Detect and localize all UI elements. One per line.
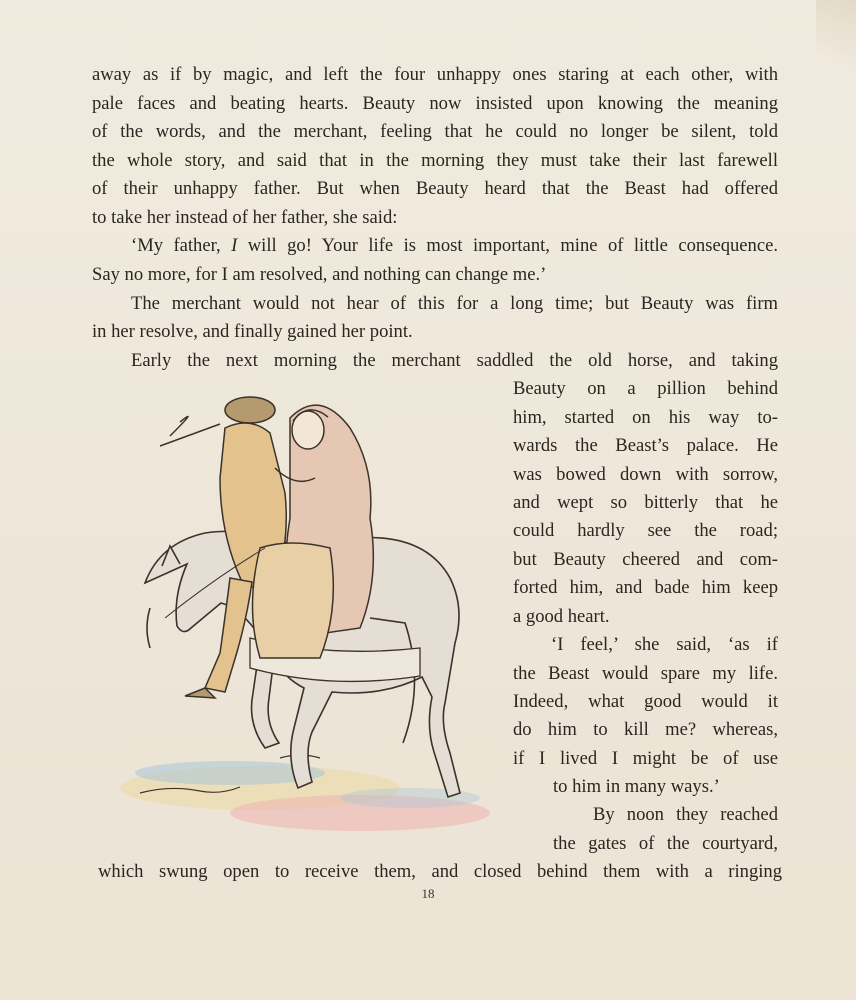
text-line: Early the next morning the merchant saddled the old horse, and taking	[131, 350, 778, 371]
text-line: in her resolve, and finally gained her point.	[92, 321, 413, 342]
text-line: away as if by magic, and left the four unhappy ones staring at each other, with	[92, 64, 778, 85]
quote-line: ‘My father, I will go! Your life is most important, mine of little consequence.	[131, 235, 778, 256]
quote-line: Say no more, for I am resolved, and nothing can change me.’	[92, 264, 547, 285]
column-line: but Beauty cheered and com-	[513, 549, 778, 570]
column-line: to him in many ways.’	[553, 776, 720, 797]
text-line: the whole story, and said that in the morning they must take their last farewell	[92, 150, 778, 171]
page-number: 18	[421, 886, 435, 901]
column-line: him, started on his way to-	[513, 407, 778, 428]
column-quote-line: ‘I feel,’ she said, ‘as if	[551, 634, 778, 655]
text-line: of their unhappy father. But when Beauty heard that the Beast had offered	[92, 178, 778, 199]
column-quote-line: if I lived I might be of use	[513, 748, 778, 769]
column-line: a good heart.	[513, 606, 610, 627]
column-line: could hardly see the road;	[513, 520, 778, 541]
column-line: the gates of the courtyard,	[553, 833, 778, 854]
column-line: wards the Beast’s palace. He	[513, 435, 778, 456]
illustration-beauty-and-merchant-on-horse	[110, 388, 510, 838]
text-line: The merchant would not hear of this for a long time; but Beauty was firm	[131, 293, 778, 314]
column-line: and wept so bitterly that he	[513, 492, 778, 513]
column-quote-line: do him to kill me? whereas,	[513, 719, 778, 740]
page-corner-fold	[816, 0, 856, 90]
text-line: which swung open to receive them, and closed behind them with a ringing	[98, 861, 782, 882]
column-quote-line: the Beast would spare my life.	[513, 663, 778, 684]
column-line: forted him, and bade him keep	[513, 577, 778, 598]
column-line: Beauty on a pillion behind	[513, 378, 778, 399]
text-line: pale faces and beating hearts. Beauty now insisted upon knowing the meaning	[92, 93, 778, 114]
text-line: of the words, and the merchant, feeling that he could no longer be silent, told	[92, 121, 778, 142]
column-quote-line: Indeed, what good would it	[513, 691, 778, 712]
column-line: By noon they reached	[593, 804, 778, 825]
column-line: was bowed down with sorrow,	[513, 464, 778, 485]
text-line: to take her instead of her father, she said:	[92, 207, 398, 228]
